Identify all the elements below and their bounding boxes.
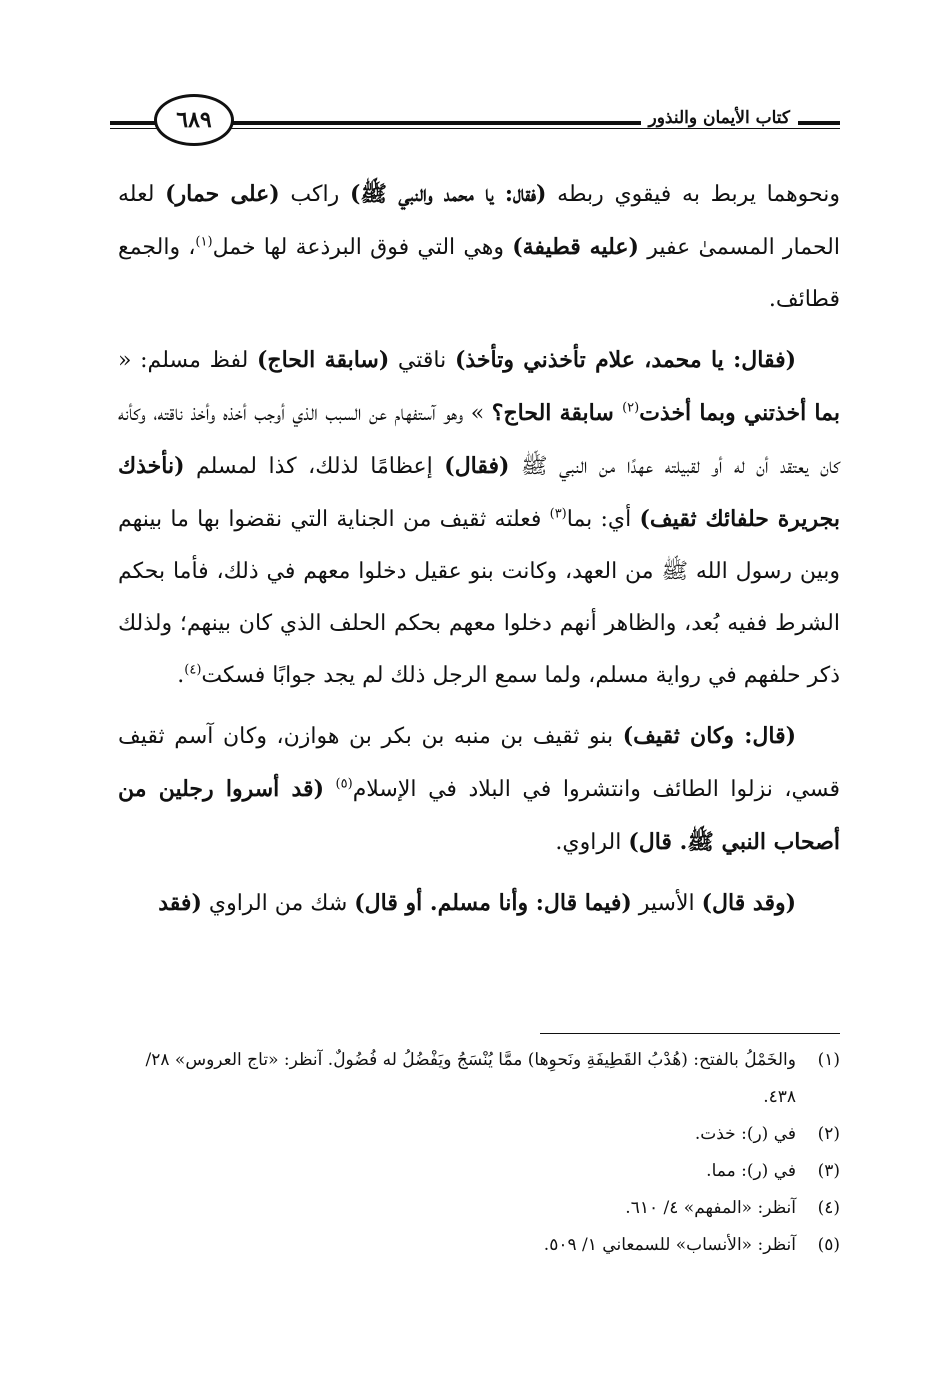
footnote-text: آنظر: «المفهم» ٤/ ٦١٠.: [625, 1198, 796, 1218]
commentary-text: أي: بما: [566, 507, 640, 532]
running-header: [110, 92, 840, 152]
footnote: [118, 1227, 840, 1264]
commentary-text: ناقتي: [389, 348, 455, 373]
paragraph: [118, 334, 840, 702]
commentary-text: لعله الحمار المسمىٰ عفير: [118, 182, 840, 260]
footnote-number: (١): [817, 1050, 840, 1070]
footnote-text: في (ر): مما.: [706, 1161, 796, 1181]
commentary-text: لفظ مسلم: «: [118, 348, 257, 373]
quoted-text: (فقد: [158, 890, 202, 916]
book-title: كتاب الأيمان والنذور: [641, 108, 798, 128]
paragraph: [118, 877, 840, 930]
quoted-text: (فقال): [444, 453, 510, 479]
footnote-ref[interactable]: (١): [195, 234, 213, 250]
footnote-ref[interactable]: (٣): [549, 506, 567, 522]
footnote-ref[interactable]: (٢): [622, 400, 640, 416]
footnote-number: (٤): [817, 1198, 840, 1218]
commentary-text: ونحوهما يربط به فيقوي ربطه: [546, 182, 840, 207]
footnote-text: آنظر: «الأنساب» للسمعاني ١/ ٥٠٩.: [543, 1235, 796, 1255]
quoted-text: (سابقة الحاج): [256, 347, 390, 373]
quoted-text: سابقة الحاج؟: [491, 400, 623, 426]
quoted-text: (فيما قال: وأنا مسلم. أو قال): [354, 890, 632, 916]
footnote: [118, 1116, 840, 1153]
commentary-text: وهي التي فوق البرذعة لها خمل: [212, 235, 513, 260]
quoted-text: (فقال: يا محمد، علام تأخذني وتأخذ): [454, 347, 797, 373]
commentary-text: بنو ثقيف بن منبه بن بكر بن هوازن، وكان آسم ثقيف قسي، نزلوا الطائف وانتشروا في البلاد في الإسلام: [118, 724, 840, 802]
commentary-text: شك من الراوي: [201, 891, 355, 916]
quoted-text: بما أخذتني وبما أخذت: [639, 400, 840, 426]
commentary-text: فعلته ثقيف من الجناية التي نقضوا بها ما بينهم وبين رسول الله ﷺ من العهد، وكانت بنو عقيل دخلوا معهم في ذلك، فأما بحكم الشرط ففيه بُعد، والظاهر أنهم دخلوا معهم بحكم الحلف الذي كان بينهم؛ ولذلك ذكر حلفهم في رواية مسلم، ولما سمع الرجل ذلك لم يجد جوابًا فسكت: [118, 507, 840, 688]
quoted-text: (عليه قطيفة): [512, 234, 639, 260]
footnote-number: (٥): [817, 1235, 840, 1255]
quoted-text: (فقال: يا محمد والنبي ﷺ): [349, 181, 547, 207]
main-text: [118, 168, 840, 938]
quoted-text: (على حمار): [165, 181, 280, 207]
quoted-text: (قد أسروا رجلين من أصحاب النبي ﷺ. قال): [118, 776, 840, 855]
footnotes: [118, 1042, 840, 1264]
quoted-text: (وقد قال): [701, 890, 796, 916]
commentary-text: [324, 777, 336, 802]
commentary-text: إعظامًا لذلك، كذا لمسلم: [184, 454, 445, 479]
footnote-separator: [540, 1033, 840, 1034]
footnote-ref[interactable]: (٥): [335, 776, 353, 792]
footnote: [118, 1042, 840, 1116]
footnote-text: والخَمْلُ بالفتح: (هُدْبُ القَطِيفَةِ ونَحوِها) ممَّا يُنْسَجُ ويَفْضُلُ له فُضُولٌ. آنظر: «تاج العروس» ٢٨/ ٤٣٨.: [145, 1050, 796, 1107]
commentary-text: الأسير: [631, 891, 702, 916]
footnote: [118, 1153, 840, 1190]
footnote: [118, 1190, 840, 1227]
paragraph: [118, 168, 840, 326]
commentary-text: » وهو آستفهام عن السبب الذي أوجب أخذه وأخذ ناقته، وكأنه كان يعتقد أن له أو لقبيلته عهدًا من النبي ﷺ: [118, 401, 840, 479]
commentary-text: ، والجمع قطائف.: [118, 235, 840, 312]
quoted-text: (قال: وكان ثقيف): [622, 723, 796, 749]
commentary-text: راكب: [279, 182, 350, 207]
footnote-text: في (ر): خذت.: [694, 1124, 796, 1144]
commentary-text: .: [177, 663, 185, 688]
footnote-number: (٣): [817, 1161, 840, 1181]
commentary-text: الراوي.: [555, 830, 629, 855]
footnote-ref[interactable]: (٤): [184, 662, 202, 678]
paragraph: [118, 710, 840, 869]
quoted-text: (نأخذك بجريرة حلفائك ثقيف): [118, 453, 840, 532]
page-number: ٦٨٩: [154, 94, 234, 146]
footnote-number: (٢): [817, 1124, 840, 1144]
